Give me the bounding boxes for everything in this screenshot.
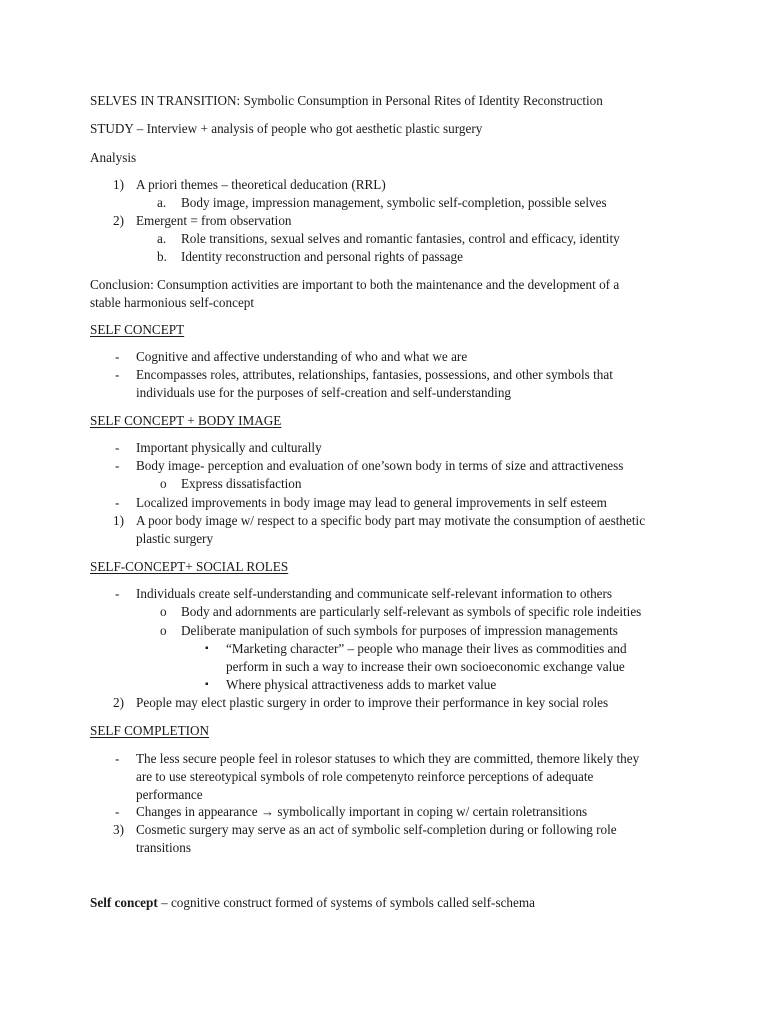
list-item: Body and adornments are particularly self-relevant as symbols of specific role indeities — [181, 604, 642, 619]
list-item: Localized improvements in body image may lead to general improvements in self esteem — [136, 495, 607, 510]
list-item: Changes in appearance → symbolically important in coping w/ certain roletransitions — [136, 804, 588, 819]
list-item: transitions — [136, 840, 191, 855]
list-item: Encompasses roles, attributes, relationships, fantasies, possessions, and other symbols that — [136, 367, 613, 382]
list-item: Important physically and culturally — [136, 440, 322, 455]
list-item: perform in such a way to increase their own socioeconomic exchange value — [226, 659, 625, 674]
list-marker: o — [160, 476, 167, 491]
list-marker: - — [115, 751, 120, 766]
list-marker: - — [115, 804, 120, 819]
section-heading: SELF COMPLETION — [90, 723, 210, 738]
list-marker: - — [115, 586, 120, 601]
definition-line — [90, 894, 535, 912]
list-item: Express dissatisfaction — [181, 476, 302, 491]
list-item: Cosmetic surgery may serve as an act of symbolic self-completion during or following role — [136, 822, 617, 837]
list-marker: ▪ — [205, 643, 209, 654]
study-line: STUDY – Interview + analysis of people who got aesthetic plastic surgery — [90, 121, 483, 136]
list-marker: a. — [157, 195, 167, 210]
list-item: Cognitive and affective understanding of who and what we are — [136, 349, 468, 364]
list-marker: ▪ — [205, 679, 209, 690]
section-heading: SELF CONCEPT + BODY IMAGE — [90, 413, 282, 428]
list-item: “Marketing character” – people who manage their lives as commodities and — [226, 641, 627, 656]
list-marker: - — [115, 440, 120, 455]
list-marker: 3) — [113, 822, 124, 837]
list-marker: 2) — [113, 695, 124, 710]
list-marker: o — [160, 604, 167, 619]
list-marker: o — [160, 623, 167, 638]
list-item: individuals use for the purposes of self-creation and self-understanding — [136, 385, 512, 400]
list-marker: 2) — [113, 213, 124, 228]
list-item: People may elect plastic surgery in order to improve their performance in key social roles — [136, 695, 609, 710]
list-item: are to use stereotypical symbols of role competenyto reinforce perceptions of adequate — [136, 769, 594, 784]
list-marker: b. — [157, 249, 167, 264]
section-heading: SELF CONCEPT — [90, 322, 185, 337]
conclusion-line: Conclusion: Consumption activities are important to both the maintenance and the development of a — [90, 277, 620, 292]
conclusion-line: stable harmonious self-concept — [90, 295, 255, 310]
list-marker: 1) — [113, 513, 124, 528]
list-item: A priori themes – theoretical deducation (RRL) — [136, 177, 386, 192]
list-item: Individuals create self-understanding and communicate self-relevant information to others — [136, 586, 613, 601]
list-item: Body image, impression management, symbolic self-completion, possible selves — [181, 195, 607, 210]
list-marker: 1) — [113, 177, 124, 192]
list-item: Deliberate manipulation of such symbols for purposes of impression managements — [181, 623, 618, 638]
list-item: plastic surgery — [136, 531, 214, 546]
list-item: Where physical attractiveness adds to market value — [226, 677, 497, 692]
list-marker: - — [115, 349, 120, 364]
list-item: performance — [136, 787, 203, 802]
definition-text: – cognitive construct formed of systems of symbols called self-schema — [157, 895, 535, 910]
list-marker: - — [115, 367, 120, 382]
section-heading: SELF-CONCEPT+ SOCIAL ROLES — [90, 559, 289, 574]
list-marker: a. — [157, 231, 167, 246]
analysis-heading: Analysis — [90, 150, 137, 165]
list-item: Body image- perception and evaluation of one’sown body in terms of size and attractiveness — [136, 458, 624, 473]
list-marker: - — [115, 458, 120, 473]
list-item: The less secure people feel in rolesor statuses to which they are committed, themore likely they — [136, 751, 640, 766]
list-marker: - — [115, 495, 120, 510]
document-title: SELVES IN TRANSITION: Symbolic Consumption in Personal Rites of Identity Reconstruction — [90, 93, 603, 108]
list-item: Emergent = from observation — [136, 213, 292, 228]
list-item: Role transitions, sexual selves and romantic fantasies, control and efficacy, identity — [181, 231, 620, 246]
list-item: Identity reconstruction and personal rights of passage — [181, 249, 463, 264]
definition-term: Self concept — [90, 895, 158, 910]
list-item: A poor body image w/ respect to a specific body part may motivate the consumption of aesthetic — [136, 513, 646, 528]
